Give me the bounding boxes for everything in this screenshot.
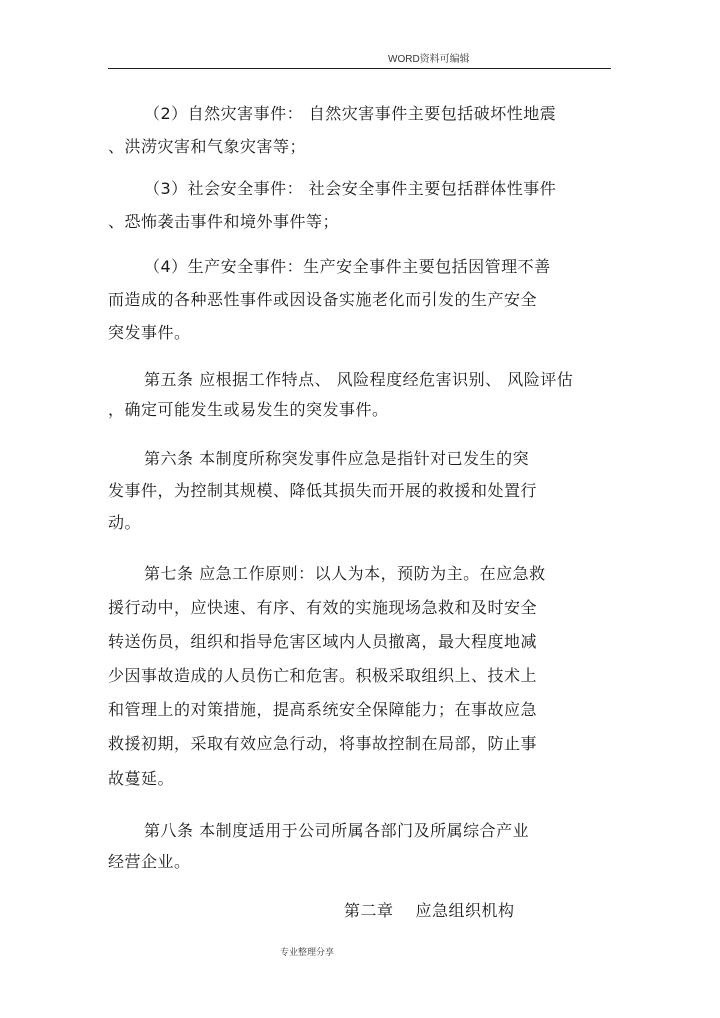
header-divider	[108, 68, 611, 69]
body-line: 救援初期，采取有效应急行动，将事故控制在局部，防止事	[108, 734, 538, 753]
body-line: 第六条 本制度所称突发事件应急是指针对已发生的突	[144, 449, 530, 468]
body-line: 经营企业。	[108, 852, 191, 871]
body-line: 动。	[108, 513, 142, 532]
body-line: 转送伤员，组织和指导危害区域内人员撤离，最大程度地减	[108, 632, 538, 651]
chapter-number: 第二章	[344, 901, 394, 920]
body-line: 、恐怖袭击事件和境外事件等；	[108, 212, 340, 231]
body-line: ，确定可能发生或易发生的突发事件。	[108, 400, 389, 419]
body-line: 发事件，为控制其规模、降低其损失而开展的救援和处置行	[108, 481, 538, 500]
body-line: （4）生产安全事件：生产安全事件主要包括因管理不善	[144, 257, 551, 276]
body-line: 援行动中，应快速、有序、有效的实施现场急救和及时安全	[108, 598, 538, 617]
body-line: （2）自然灾害事件： 自然灾害事件主要包括破坏性地震	[144, 104, 557, 123]
body-line: 第五条 应根据工作特点、 风险程度经危害识别、 风险评估	[144, 370, 574, 389]
body-line: 、洪涝灾害和气象灾害等；	[108, 137, 307, 156]
body-line: 和管理上的对策措施，提高系统安全保障能力；在事故应急	[108, 700, 538, 719]
body-line: （3）社会安全事件： 社会安全事件主要包括群体性事件	[144, 179, 557, 198]
chapter-heading	[344, 901, 515, 921]
header-text: WORD资料可编辑	[388, 54, 470, 65]
body-line: 少因事故造成的人员伤亡和危害。积极采取组织上、技术上	[108, 666, 538, 685]
body-line: 第七条 应急工作原则：以人为本，预防为主。在应急救	[144, 564, 546, 583]
body-line: 第八条 本制度适用于公司所属各部门及所属综合产业	[144, 821, 530, 840]
body-line: 故蔓延。	[108, 769, 175, 788]
body-line: 而造成的各种恶性事件或因设备实施老化而引发的生产安全	[108, 290, 538, 309]
chapter-title: 应急组织机构	[415, 901, 515, 920]
page-footer: 专业整理分享	[280, 948, 335, 958]
body-line: 突发事件。	[108, 323, 191, 342]
